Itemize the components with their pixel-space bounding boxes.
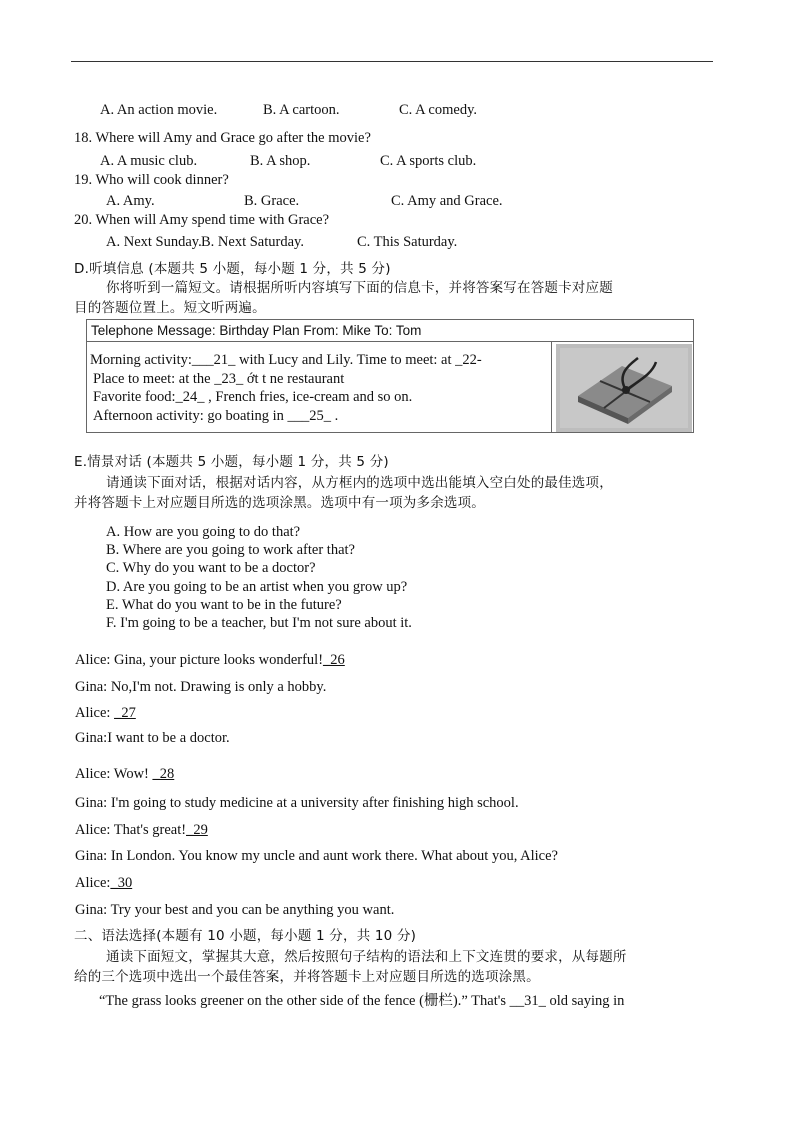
option-c: C. Why do you want to be a doctor? <box>106 560 316 576</box>
blank-28: _28 <box>152 766 175 782</box>
q19-option-a: A. Amy. <box>106 193 155 209</box>
info-card-line-1: Morning activity:___21_ with Lucy and Lily. Time to meet: at _22- <box>90 352 482 368</box>
q17-option-a: A. An action movie. <box>100 102 218 118</box>
option-b: B. Where are you going to work after that? <box>106 542 355 558</box>
gift-illustration <box>556 344 692 432</box>
header-rule <box>71 61 713 62</box>
dialogue-line-1: Alice: Gina, your picture looks wonderful!_26 <box>75 652 345 668</box>
dialogue-line-2: Gina: No,I'm not. Drawing is only a hobby. <box>75 679 327 695</box>
q17-option-b: B. A cartoon. <box>263 102 340 118</box>
section-2-instruction-1: 通读下面短文，掌握其大意，然后按照句子结构的语法和上下文连贯的要求，从每题所 <box>106 949 627 965</box>
section-2-instruction-2: 给的三个选项中选出一个最佳答案，并将答题卡上对应题目所选的选项涂黑。 <box>74 969 540 985</box>
info-card-line-2: Place to meet: at the _23_ ớt t ne restaurant <box>93 371 345 387</box>
dialogue-line-8: Gina: In London. You know my uncle and aunt work there. What about you, Alice? <box>75 848 558 864</box>
option-f: F. I'm going to be a teacher, but I'm not sure about it. <box>106 615 412 631</box>
dialogue-line-6: Gina: I'm going to study medicine at a university after finishing high school. <box>75 795 519 811</box>
q19-option-c: C. Amy and Grace. <box>391 193 503 209</box>
blank-30: _30 <box>110 875 133 891</box>
q19-option-b: B. Grace. <box>244 193 300 209</box>
blank-26: _26 <box>323 652 345 668</box>
info-card-title: Telephone Message: Birthday Plan From: Mike To: Tom <box>91 323 422 338</box>
option-e: E. What do you want to be in the future? <box>106 597 342 613</box>
section-e-instruction-1: 请通读下面对话，根据对话内容，从方框内的选项中选出能填入空白处的最佳选项， <box>106 475 613 491</box>
info-card-line-3: Favorite food:_24_ , French fries, ice-cream and so on. <box>93 389 413 405</box>
q18-question: 18. Where will Amy and Grace go after the movie? <box>74 130 371 146</box>
section-d-instruction-1: 你将听到一篇短文。请根据所听内容填写下面的信息卡，并将答案写在答题卡对应题 <box>106 280 613 296</box>
dialogue-line-4: Gina:I want to be a doctor. <box>75 730 230 746</box>
dialogue-line-9: Alice:_30 <box>75 875 133 891</box>
q20-option-b: B. Next Saturday. <box>201 234 304 250</box>
passage-first-line: “The grass looks greener on the other side of the fence (栅栏).” That's __31_ old saying in <box>99 993 625 1009</box>
option-a: A. How are you going to do that? <box>106 524 301 540</box>
q18-option-b: B. A shop. <box>250 153 311 169</box>
q20-option-a: A. Next Sunday. <box>106 234 202 250</box>
q17-option-c: C. A comedy. <box>399 102 478 118</box>
info-card-line-4: Afternoon activity: go boating in ___25_ . <box>93 408 339 424</box>
info-card-divider <box>551 342 552 433</box>
q20-option-c: C. This Saturday. <box>357 234 458 250</box>
section-d-instruction-2: 目的答题位置上。短文听两遍。 <box>74 300 266 316</box>
section-e-instruction-2: 并将答题卡上对应题目所选的选项涂黑。选项中有一项为多余选项。 <box>74 495 485 511</box>
q20-question: 20. When will Amy spend time with Grace? <box>74 212 330 228</box>
dialogue-line-3: Alice: _27 <box>75 705 136 721</box>
blank-29: _29 <box>186 822 208 838</box>
section-2-heading: 二、语法选择(本题有 10 小题，每小题 1 分，共 10 分) <box>74 928 417 944</box>
dialogue-line-5: Alice: Wow! _28 <box>75 766 175 782</box>
q18-option-c: C. A sports club. <box>380 153 477 169</box>
blank-27: _27 <box>114 705 136 721</box>
section-e-heading: E.情景对话 (本题共 5 小题，每小题 1 分，共 5 分) <box>74 454 389 470</box>
q18-option-a: A. A music club. <box>100 153 198 169</box>
section-d-heading: D.听填信息 (本题共 5 小题，每小题 1 分，共 5 分) <box>74 261 391 277</box>
option-d: D. Are you going to be an artist when you grow up? <box>106 579 408 595</box>
dialogue-line-7: Alice: That's great!_29 <box>75 822 208 838</box>
dialogue-line-10: Gina: Try your best and you can be anything you want. <box>75 902 395 918</box>
q19-question: 19. Who will cook dinner? <box>74 172 229 188</box>
birthday-gift-image <box>556 344 692 432</box>
